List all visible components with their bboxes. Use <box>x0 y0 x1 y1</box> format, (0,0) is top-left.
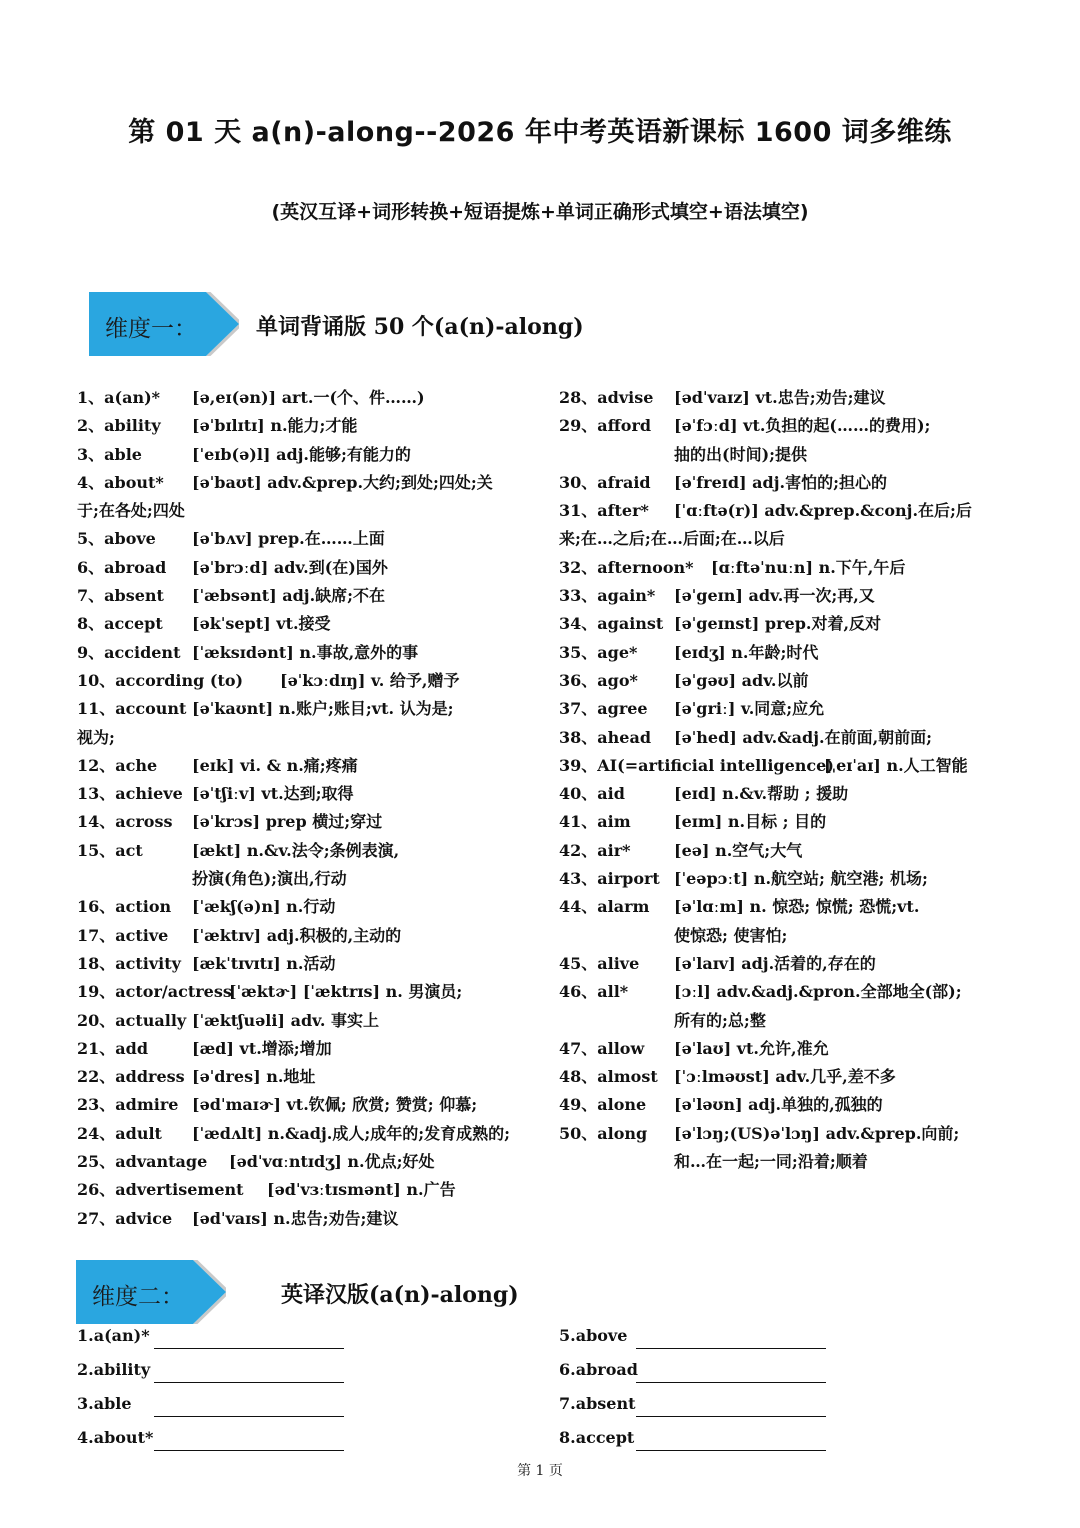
vocab-definition: vt.增添;增加 <box>239 1038 332 1058</box>
vocab-phonetic: [əˈtʃiːv] <box>192 784 256 804</box>
vocab-definition: n.人工智能 <box>886 755 968 775</box>
vocab-phonetic: [əˈgeɪn] <box>674 586 743 606</box>
vocab-entry <box>559 554 1019 582</box>
exercise-word: 1.a(an)* <box>77 1326 150 1345</box>
vocab-entry <box>559 610 1019 638</box>
vocab-word: 49、alone <box>559 1095 647 1115</box>
vocab-word: 35、age* <box>559 642 638 662</box>
vocab-word: 44、alarm <box>559 897 650 917</box>
vocab-phonetic: [eɪd] <box>674 784 717 804</box>
vocab-word: 19、actor/actress <box>77 982 232 1002</box>
answer-blank[interactable] <box>154 1348 344 1349</box>
vocab-word: 22、address <box>77 1067 185 1087</box>
vocab-word: 37、agree <box>559 699 648 719</box>
vocab-definition: vt.负担的起(……的费用); <box>743 416 931 436</box>
vocab-entry <box>77 1148 542 1176</box>
section-1-tag <box>89 292 239 356</box>
vocab-phonetic: [ˈɔːlməʊst] <box>674 1067 770 1087</box>
vocab-definition: adv.再一次;再,又 <box>748 586 875 606</box>
vocab-definition: n.下午,午后 <box>818 557 906 577</box>
vocab-word: 3、able <box>77 444 142 464</box>
vocab-definition-continued: 来;在…之后;在…后面;在…以后 <box>559 529 785 549</box>
vocab-entry <box>77 667 542 695</box>
vocab-word: 33、again* <box>559 586 656 606</box>
vocab-entry <box>77 1176 542 1204</box>
vocab-definition: v. 给予,赠予 <box>371 670 460 690</box>
vocab-word: 45、alive <box>559 953 640 973</box>
vocab-phonetic: [əˈgeɪnst] <box>674 614 760 634</box>
vocab-entry <box>77 1091 542 1119</box>
vocab-definition: adj.能够;有能力的 <box>276 444 411 464</box>
vocab-entry <box>559 950 1019 978</box>
vocab-entry <box>559 780 1019 808</box>
vocab-entry <box>559 724 1019 752</box>
vocab-word: 42、air* <box>559 840 631 860</box>
vocab-definition: vt.允许,准允 <box>736 1038 829 1058</box>
vocab-definition: n.地址 <box>266 1067 316 1087</box>
vocab-entry <box>77 1063 542 1091</box>
vocab-definition: adv.&prep.&conj.在后;后 <box>764 501 972 521</box>
vocab-phonetic: [əˈbrɔːd] <box>192 557 269 577</box>
vocab-definition: n.广告 <box>406 1180 456 1200</box>
vocab-definition: n.&v.法令;条例表演, <box>246 840 400 860</box>
vocab-phonetic: [əˈkɔːdɪŋ] <box>280 670 366 690</box>
vocab-entry <box>559 1091 1019 1119</box>
vocab-word: 41、aim <box>559 812 631 832</box>
vocab-word: 5、above <box>77 529 156 549</box>
vocab-entry <box>559 752 1019 780</box>
vocab-word: 28、advise <box>559 388 654 407</box>
section-1-tag-label: 维度一： <box>105 316 197 342</box>
vocab-word: 4、about* <box>77 472 164 492</box>
vocab-definition: adj.活着的,存在的 <box>741 953 876 973</box>
vocab-phonetic: [əˈfreɪd] <box>674 472 747 492</box>
vocab-definition: adv.以前 <box>741 670 809 690</box>
vocab-phonetic: [eɪm] <box>674 812 723 832</box>
vocab-word: 31、after* <box>559 501 649 521</box>
vocab-phonetic: [ədˈvɑːntɪdʒ] <box>229 1152 342 1172</box>
vocab-definition: n.&adj.成人;成年的;发育成熟的; <box>267 1123 511 1143</box>
vocab-word: 40、aid <box>559 784 625 804</box>
vocab-phonetic: [eə] <box>674 840 710 860</box>
vocab-entry <box>77 639 542 667</box>
section-2-tag <box>76 1260 226 1324</box>
vocab-phonetic: [əˈlaɪv] <box>674 953 736 973</box>
vocab-word: 8、accept <box>77 614 163 634</box>
vocab-word: 1、a(an)* <box>77 388 161 407</box>
answer-blank[interactable] <box>154 1450 344 1451</box>
vocab-phonetic: [eɪk] <box>192 755 235 775</box>
vocab-word: 48、almost <box>559 1067 658 1087</box>
vocab-word: 39、AI(=artificial intelligence) <box>559 755 834 775</box>
vocab-entry <box>77 582 542 610</box>
exercise-word: 8.accept <box>559 1428 635 1447</box>
page-number: 第 1 页 <box>517 1463 563 1479</box>
exercise-item <box>559 1360 859 1394</box>
vocab-word: 13、achieve <box>77 784 183 804</box>
vocab-phonetic: [ədˈvɜːtɪsmənt] <box>267 1180 401 1200</box>
vocab-word: 12、ache <box>77 755 158 775</box>
vocab-phonetic: [æd] <box>192 1038 234 1058</box>
exercise-item <box>559 1326 859 1360</box>
vocab-phonetic: [əˈbʌv] <box>192 529 253 549</box>
vocab-definition-continued: 于;在各处;四处 <box>77 501 185 521</box>
exercise-item <box>77 1360 377 1394</box>
vocab-phonetic: [əˈlaʊ] <box>674 1038 732 1058</box>
exercise-item <box>559 1394 859 1428</box>
vocab-definition: adv.&adj.在前面,朝前面; <box>742 727 933 747</box>
vocab-phonetic: [ˌeɪˈaɪ] <box>824 755 881 775</box>
vocab-entry <box>77 610 542 638</box>
vocab-definition: vi. & n.痛;疼痛 <box>240 755 358 775</box>
vocab-definition: n.活动 <box>286 953 336 973</box>
answer-blank[interactable] <box>154 1416 344 1417</box>
vocab-phonetic: [ˈæktʃuəli] <box>192 1010 285 1030</box>
vocab-definition: v.同意;应允 <box>741 699 825 719</box>
vocab-entry <box>559 469 1019 497</box>
vocab-entry <box>77 1035 542 1063</box>
vocab-phonetic: [ˈæbsənt] <box>192 586 277 606</box>
vocab-entry <box>559 837 1019 865</box>
vocab-entry <box>559 667 1019 695</box>
exercise-list-right <box>559 1326 859 1462</box>
vocab-phonetic: [ə,eɪ(ən)] <box>192 388 277 407</box>
answer-blank[interactable] <box>636 1450 826 1451</box>
vocab-phonetic: [ækt] <box>192 840 242 860</box>
vocab-word: 17、active <box>77 925 169 945</box>
vocab-entry <box>559 384 1019 412</box>
vocab-definition: n.优点;好处 <box>347 1152 435 1172</box>
vocab-entry <box>77 554 542 582</box>
vocab-definition-continued: 和…在一起;一同;沿着;顺着 <box>674 1152 868 1172</box>
vocab-definition: n.账户;账目;vt. 认为是; <box>278 699 454 719</box>
vocab-entry <box>559 893 1019 950</box>
vocab-word: 26、advertisement <box>77 1180 244 1200</box>
vocab-phonetic: [əˈləʊn] <box>674 1095 743 1115</box>
vocab-entry <box>77 893 542 921</box>
vocab-definition: n.忠告;劝告;建议 <box>273 1208 399 1228</box>
vocab-word: 38、ahead <box>559 727 652 747</box>
vocab-entry <box>559 695 1019 723</box>
vocab-entry <box>559 497 1019 554</box>
vocab-definition: n.航空站; 航空港; 机场; <box>753 869 928 889</box>
vocab-word: 24、adult <box>77 1123 162 1143</box>
vocab-entry <box>559 978 1019 1035</box>
vocab-definition: prep.在……上面 <box>258 529 385 549</box>
vocab-entry <box>77 837 542 894</box>
vocab-word: 43、airport <box>559 869 660 889</box>
vocab-word: 14、across <box>77 812 173 832</box>
vocab-word: 20、actually <box>77 1010 187 1030</box>
exercise-word: 7.absent <box>559 1394 636 1413</box>
vocab-definition: prep 横过;穿过 <box>265 812 383 832</box>
vocab-word: 2、ability <box>77 416 161 436</box>
answer-blank[interactable] <box>636 1416 826 1417</box>
vocab-entry <box>559 865 1019 893</box>
vocab-word: 46、all* <box>559 982 629 1002</box>
vocab-phonetic: [əˈdres] <box>192 1067 261 1087</box>
vocab-entry <box>77 780 542 808</box>
exercise-word: 2.ability <box>77 1360 151 1379</box>
vocab-definition: n.行动 <box>286 897 336 917</box>
vocab-definition: adv.&adj.&pron.全部地全(部); <box>716 982 962 1002</box>
vocab-definition: adj.积极的,主动的 <box>266 925 402 945</box>
section-1-title: 单词背诵版 50 个(a(n)-along) <box>256 314 584 340</box>
vocab-entry <box>559 639 1019 667</box>
vocab-definition: n.年龄;时代 <box>731 642 819 662</box>
vocab-entry <box>77 922 542 950</box>
answer-blank[interactable] <box>636 1348 826 1349</box>
vocab-word: 30、afraid <box>559 472 651 492</box>
vocab-definition: adv.到(在)国外 <box>273 557 388 577</box>
vocab-entry <box>559 412 1019 469</box>
vocab-phonetic: [ɑːftəˈnuːn] <box>711 557 814 577</box>
vocab-entry <box>77 695 542 752</box>
vocab-entry <box>77 1120 542 1148</box>
vocab-word: 16、action <box>77 897 172 917</box>
vocab-phonetic: [ədˈvaɪs] <box>192 1208 268 1228</box>
vocab-definition: prep.对着,反对 <box>764 614 882 634</box>
section-2-tag-label: 维度二： <box>92 1284 184 1310</box>
vocab-definition-continued: 抽的出(时间);提供 <box>674 444 808 464</box>
vocab-word: 29、afford <box>559 416 652 436</box>
exercise-word: 5.above <box>559 1326 628 1345</box>
exercise-word: 4.about* <box>77 1428 154 1447</box>
vocab-definition: adv. 事实上 <box>290 1010 379 1030</box>
vocab-word: 32、afternoon* <box>559 557 694 577</box>
vocab-definition: n.空气;大气 <box>715 840 803 860</box>
vocab-word: 15、act <box>77 840 143 860</box>
vocab-phonetic: [ˈæktɚ] [ˈæktrɪs] <box>229 982 381 1002</box>
vocab-phonetic: [ɔːl] <box>674 982 711 1002</box>
vocab-definition: adj.害怕的;担心的 <box>752 472 887 492</box>
exercise-item <box>77 1394 377 1428</box>
vocab-phonetic: [əkˈsept] <box>192 614 271 634</box>
vocab-phonetic: [əˈkaʊnt] <box>192 699 274 719</box>
vocab-phonetic: [əˈbɪlɪtɪ] <box>192 416 265 436</box>
vocab-word: 7、absent <box>77 586 164 606</box>
vocab-entry <box>559 808 1019 836</box>
vocab-definition: vt.钦佩; 欣赏; 赞赏; 仰慕; <box>286 1095 478 1115</box>
vocab-phonetic: [əˈhed] <box>674 727 737 747</box>
vocab-phonetic: [ˈæksɪdənt] <box>192 642 294 662</box>
vocab-phonetic: [əˈlɔŋ;(US)əˈlɔŋ] <box>674 1123 820 1143</box>
vocab-definition: adv.&prep.大约;到处;四处;关 <box>267 472 493 492</box>
vocab-entry <box>77 978 542 1006</box>
vocab-definition: vt.忠告;劝告;建议 <box>755 388 886 407</box>
vocab-phonetic: [ækˈtɪvɪtɪ] <box>192 953 281 973</box>
vocab-word: 21、add <box>77 1038 149 1058</box>
vocab-word: 36、ago* <box>559 670 638 690</box>
exercise-word: 6.abroad <box>559 1360 638 1379</box>
document-title: 第 01 天 a(n)-along--2026 年中考英语新课标 1600 词多维练 <box>128 117 952 148</box>
vocab-definition: adv.&prep.向前; <box>825 1123 960 1143</box>
vocab-phonetic: [ˈædʌlt] <box>192 1123 263 1143</box>
section-2-title: 英译汉版(a(n)-along) <box>281 1282 519 1308</box>
vocab-entry <box>77 1205 542 1233</box>
vocab-definition: art.一(个、件……) <box>281 388 425 407</box>
vocab-definition: n.事故,意外的事 <box>299 642 419 662</box>
vocab-definition-continued: 使惊恐; 使害怕; <box>674 925 788 945</box>
vocab-list-right <box>559 384 1019 1176</box>
vocab-word: 34、against <box>559 614 664 634</box>
vocab-definition-continued: 扮演(角色);演出,行动 <box>192 869 347 889</box>
vocab-entry <box>559 1063 1019 1091</box>
vocab-phonetic: [eɪdʒ] <box>674 642 726 662</box>
answer-blank[interactable] <box>154 1382 344 1383</box>
vocab-definition: adj.单独的,孤独的 <box>748 1095 883 1115</box>
vocab-word: 50、along <box>559 1123 648 1143</box>
vocab-entry <box>559 582 1019 610</box>
vocab-definition: n. 惊恐; 惊慌; 恐慌;vt. <box>749 897 920 917</box>
vocab-phonetic: [əˈbaʊt] <box>192 472 262 492</box>
vocab-entry <box>77 469 542 526</box>
vocab-phonetic: [ˈæktɪv] <box>192 925 262 945</box>
vocab-phonetic: [ˈeəpɔːt] <box>674 869 749 889</box>
answer-blank[interactable] <box>636 1382 826 1383</box>
vocab-definition: adj.缺席;不在 <box>282 586 386 606</box>
vocab-definition: adv.几乎,差不多 <box>775 1067 896 1087</box>
vocab-entry <box>77 441 542 469</box>
vocab-definition: n.&v.帮助 ; 援助 <box>722 784 849 804</box>
vocab-phonetic: [əˈlɑːm] <box>674 897 744 917</box>
vocab-phonetic: [ˈækʃ(ə)n] <box>192 897 281 917</box>
vocab-entry <box>77 950 542 978</box>
vocab-word: 18、activity <box>77 953 181 973</box>
vocab-definition: vt.达到;取得 <box>261 784 354 804</box>
vocab-word: 10、according (to) <box>77 670 244 690</box>
exercise-item <box>77 1326 377 1360</box>
vocab-phonetic: [ˈeɪb(ə)l] <box>192 444 271 464</box>
exercise-item <box>559 1428 859 1462</box>
exercise-word: 3.able <box>77 1394 132 1413</box>
document-subtitle: (英汉互译+词形转换+短语提炼+单词正确形式填空+语法填空) <box>271 201 809 223</box>
vocab-word: 23、admire <box>77 1095 179 1115</box>
vocab-entry <box>77 412 542 440</box>
vocab-entry <box>77 384 542 412</box>
exercise-list-left <box>77 1326 377 1462</box>
vocab-definition: n.目标 ; 目的 <box>727 812 827 832</box>
vocab-entry <box>559 1035 1019 1063</box>
vocab-list-left <box>77 384 542 1233</box>
vocab-phonetic: [ədˈmaɪɚ] <box>192 1095 281 1115</box>
vocab-word: 25、advantage <box>77 1152 208 1172</box>
vocab-phonetic: [əˈgəʊ] <box>674 670 737 690</box>
vocab-entry <box>559 1120 1019 1177</box>
vocab-word: 6、abroad <box>77 557 167 577</box>
vocab-phonetic: [ˈɑːftə(r)] <box>674 501 759 521</box>
vocab-definition: n.能力;才能 <box>270 416 358 436</box>
vocab-definition: n. 男演员; <box>385 982 463 1002</box>
vocab-definition: vt.接受 <box>276 614 331 634</box>
vocab-entry <box>77 1007 542 1035</box>
vocab-word: 47、allow <box>559 1038 645 1058</box>
vocab-phonetic: [əˈkrɔs] <box>192 812 261 832</box>
vocab-word: 27、advice <box>77 1208 173 1228</box>
vocab-definition-continued: 所有的;总;整 <box>674 1010 766 1030</box>
vocab-word: 9、accident <box>77 642 181 662</box>
vocab-entry <box>77 752 542 780</box>
vocab-phonetic: [əˈgriː] <box>674 699 736 719</box>
vocab-phonetic: [əˈfɔːd] <box>674 416 738 436</box>
exercise-item <box>77 1428 377 1462</box>
vocab-word: 11、account <box>77 699 187 719</box>
vocab-definition-continued: 视为; <box>77 727 115 747</box>
vocab-phonetic: [ədˈvaɪz] <box>674 388 750 407</box>
vocab-entry <box>77 525 542 553</box>
vocab-entry <box>77 808 542 836</box>
